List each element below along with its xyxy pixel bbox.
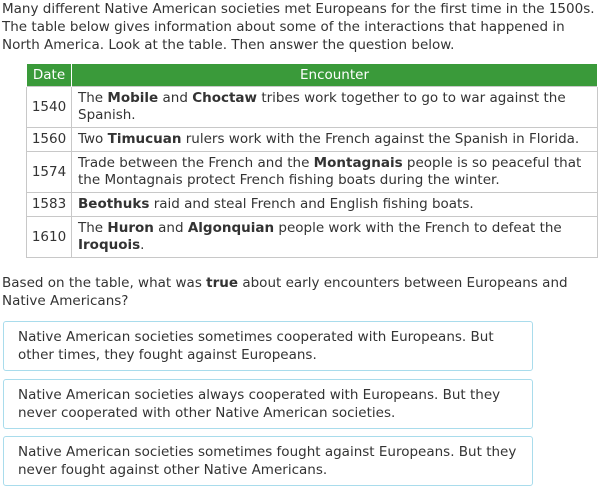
text: Based on the table, what was <box>2 275 207 291</box>
table-row <box>27 87 598 128</box>
row-year: 1574 <box>27 152 72 193</box>
encounters-table <box>26 63 598 258</box>
text: . <box>140 237 145 253</box>
table-header-row <box>27 64 598 87</box>
tribe-name: Choctaw <box>192 90 258 106</box>
text: and <box>153 220 188 236</box>
question-text <box>2 274 596 310</box>
row-year: 1583 <box>27 193 72 217</box>
date-column-header: Date <box>27 64 72 87</box>
answer-choice-2[interactable]: Native American societies always cooperated with Europeans. But they never cooperated with other Native American societies. <box>3 379 533 429</box>
text: Two <box>78 131 108 147</box>
row-year: 1540 <box>27 87 72 128</box>
table-row <box>27 128 598 152</box>
answer-choice-3[interactable]: Native American societies sometimes fought against Europeans. But they never fought against other Native Americans. <box>3 436 533 486</box>
tribe-name: Timucuan <box>107 131 182 147</box>
text: people work with the French to defeat the <box>274 220 562 236</box>
tribe-name: Algonquian <box>187 220 275 236</box>
text: Trade between the French and the <box>78 155 314 171</box>
table-row <box>27 193 598 217</box>
intro-text: Many different Native American societies met Europeans for the first time in the 1500s. The table below gives information about some of the interactions that happened in North America. Look at the table. Then answer the question below. <box>2 1 595 53</box>
text: and <box>158 90 193 106</box>
text: raid and steal French and English fishing boats. <box>149 196 474 212</box>
encounter-column-header: Encounter <box>72 64 598 87</box>
text: tribes work together to go to war against the Spanish. <box>78 90 566 123</box>
tribe-name: Iroquois <box>78 237 141 253</box>
table-row <box>27 152 598 193</box>
text: about early encounters between Europeans and Native Americans? <box>2 275 568 309</box>
row-encounter <box>72 152 598 193</box>
row-encounter <box>72 128 598 152</box>
text: The <box>78 220 108 236</box>
text: The <box>78 90 108 106</box>
answer-choice-1[interactable]: Native American societies sometimes cooperated with Europeans. But other times, they fought against Europeans. <box>3 321 533 371</box>
tribe-name: Beothuks <box>78 196 150 212</box>
text: rulers work with the French against the Spanish in Florida. <box>181 131 580 147</box>
row-encounter <box>72 87 598 128</box>
tribe-name: Huron <box>107 220 154 236</box>
row-year: 1610 <box>27 217 72 258</box>
row-year: 1560 <box>27 128 72 152</box>
table-row <box>27 217 598 258</box>
tribe-name: Mobile <box>107 90 159 106</box>
tribe-name: Montagnais <box>313 155 403 171</box>
text: people is so peaceful that the Montagnais protect French fishing boats during the winter. <box>78 155 582 188</box>
row-encounter <box>72 217 598 258</box>
row-encounter <box>72 193 598 217</box>
emphasis: true <box>206 275 239 291</box>
